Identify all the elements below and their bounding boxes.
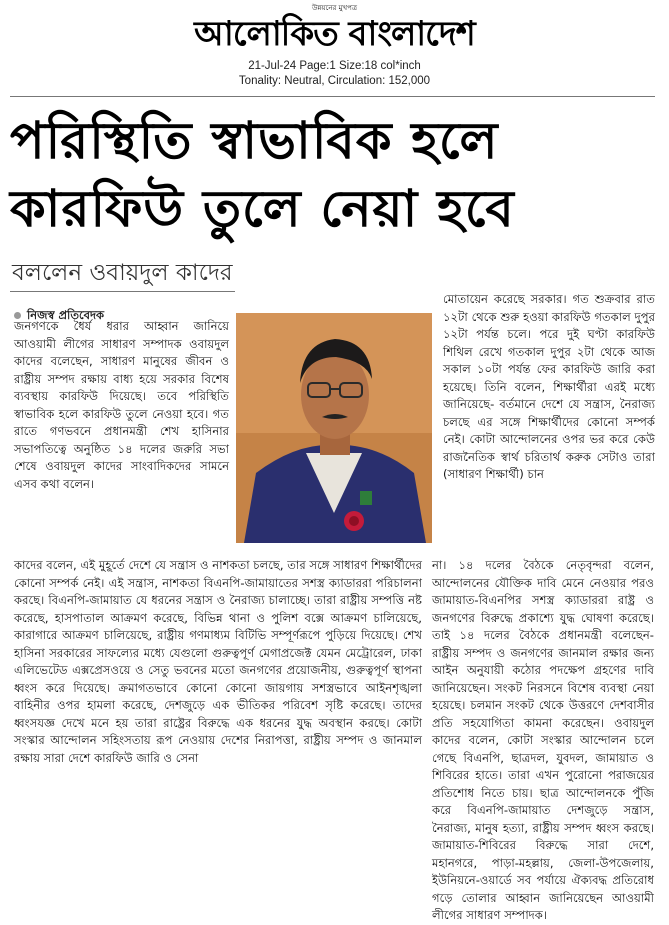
headline-line-1: পরিস্থিতি স্বাভাবিক হলে bbox=[10, 112, 499, 171]
byline-text: নিজস্ব প্রতিবেদক bbox=[27, 308, 105, 322]
byline-divider bbox=[10, 291, 235, 292]
newspaper-logo: আলোকিত বাংলাদেশ bbox=[194, 14, 475, 54]
clipping-meta-date-size: 21-Jul-24 Page:1 Size:18 col*inch bbox=[248, 60, 421, 72]
article-headline bbox=[10, 108, 630, 244]
article-paragraph-left: জনগণকে ধৈর্য ধরার আহ্বান জানিয়ে আওয়ামী লীগের সাধারণ সম্পাদক ওবায়দুল কাদের বলেছেন, সাধারণ মানুষের জীবন ও রাষ্ট্রীয় সম্পদ রক্ষায় বাধ্য হয়ে সরকার বিশেষ ব্যবস্থায় কারফিউ দিয়েছে। তবে পরিস্থিতি স্বাভাবিক হলে কারফিউ তুলে নেওয়া হবে। গত রাতে গণভবনে প্রধানমন্ত্রী শেখ হাসিনার সভাপতিত্বে অনুষ্ঠিত ১৪ দলের জরুরি সভা শেষে ওবায়দুল কাদের সাংবাদিকদের সামনে এসব কথা বলেন। bbox=[14, 319, 229, 491]
article-paragraph-right-top: মোতায়েন করেছে সরকার। গত শুক্রবার রাত ১২টা থেকে শুরু হওয়া কারফিউ গতকাল দুপুর ১২টা পর্যন্ত চলে। পরে দুই ঘণ্টা কারফিউ শিথিল রেখে গতকাল দুপুর ২টা থেকে আজ সকাল ১০টা পর্যন্ত ফের কারফিউ জারি করা হয়েছে। তিনি বলেন, শিক্ষার্থীরা এরই মধ্যে জানিয়েছে- বর্তমানে দেশে যে সন্ত্রাস, নৈরাজ্য চলছে এর সঙ্গে শিক্ষার্থীদের কোনো সম্পর্ক নেই। কোটা আন্দোলনের ওপর ভর করে কেউ রাজনৈতিক স্বার্থ চরিতার্থ করুক সেটাও তারা (সাধারণ শিক্ষার্থী) চান bbox=[443, 292, 655, 481]
article-paragraph-bottom-left: কাদের বলেন, এই মুহূর্তে দেশে যে সন্ত্রাস ও নাশকতা চলছে, তার সঙ্গে সাধারণ শিক্ষার্থীদের কোনো সম্পর্ক নেই। এই সন্ত্রাস, নাশকতা বিএনপি-জামায়াতের সশস্ত্র ক্যাডাররা পরিচালনা করছে। বিএনপি-জামায়াত যে ধরনের সন্ত্রাস ও নৈরাজ্য চালাচ্ছে। তারা রাষ্ট্রীয় সম্পত্তি নষ্ট করেছে, হাসপাতাল আক্রমণ করেছে, বিভিন্ন থানা ও পুলিশ বক্সে আক্রমণ চালিয়েছে, কারাগারে আক্রমণ চালিয়েছে, রাষ্ট্রীয় গণমাধ্যম বিটিভি সম্পূর্ণরূপে পুড়িয়ে দিয়েছে। শেখ হাসিনা সরকারের সাফল্যের মধ্যে যেগুলো গুরুত্বপূর্ণ মেগাপ্রজেক্ট যেমন মেট্রোরেল, ঢাকা এলিভেটেড এক্সপ্রেসওয়ে ও সেতু ভবনের মতো জনগণের প্রয়োজনীয়, গুরুত্বপূর্ণ স্থাপনা ধ্বংস করে দিয়েছে। ক্রমাগতভাবে কোনো কোনো জায়গায় সশস্ত্রভাবে আইনশৃঙ্খলা বাহিনীর ওপর হামলা করেছে, দেশজুড়ে এক ভীতিকর পরিবেশ সৃষ্টি করেছে। তাদের ধ্বংসযজ্ঞ দেখে মনে হয় তারা রাষ্ট্রের বিরুদ্ধে এক ধরনের যুদ্ধ অবস্থান করছে। কোটা সংস্কার আন্দোলন সহিংসতায় রূপ নেওয়ায় দেশের নিরাপত্তা, রাষ্ট্রীয় সম্পদ ও জানমাল রক্ষায় সারা দেশে কারফিউ জারি ও সেনা bbox=[14, 558, 422, 765]
masthead-divider bbox=[10, 96, 655, 97]
masthead bbox=[0, 0, 669, 100]
headline-line-2: কারফিউ তুলে নেয়া হবে bbox=[10, 180, 515, 239]
portrait-illustration bbox=[236, 313, 432, 543]
article-subhead: বললেন ওবায়দুল কাদের bbox=[12, 260, 233, 286]
clipping-meta-tonality: Tonality: Neutral, Circulation: 152,000 bbox=[238, 75, 431, 87]
article-paragraph-bottom-right: না। ১৪ দলের বৈঠকে নেতৃবৃন্দরা বলেন, আন্দোলনের যৌক্তিক দাবি মেনে নেওয়ার পরও জামায়াত-বিএনপির সশস্ত্র ক্যাডাররা রাষ্ট্র ও জনগণের বিরুদ্ধে প্রকাশ্যে যুদ্ধ ঘোষণা করেছে। তাই ১৪ দলের বৈঠকে প্রধানমন্ত্রী বলেছেন- রাষ্ট্রীয় সম্পদ ও জনগণের জানমাল রক্ষার জন্য আইন অনুযায়ী কঠোর পদক্ষেপ গ্রহণের দাবি জানিয়েছেন। সংকট নিরসনে বিশেষ ব্যবস্থা নেয়া হয়েছে। চলমান সংকট থেকে উত্তরণে দেশবাসীর প্রতি সহযোগিতা কামনা করেছেন। ওবায়দুল কাদের বলেন, কোটা সংস্কার আন্দোলন চলে গেছে বিএনপি, ছাত্রদল, যুবদল, জামায়াত ও শিবিরের হাতে। তারা এখন পুরোনো পরাজয়ের প্রতিশোধ নিতে চায়। ছাত্র আন্দোলনকে পুঁজি করে বিএনপি-জামায়াত দেশজুড়ে সন্ত্রাস, নৈরাজ্য, মানুষ হত্যা, রাষ্ট্রীয় সম্পদ ধ্বংস করছে। জামায়াত-শিবিরের বিরুদ্ধে সারা দেশে, মহানগরে, পাড়া-মহল্লায়, জেলা-উপজেলায়, ইউনিয়নে-ওয়ার্ডে সব পর্যায়ে ঐক্যবদ্ধ প্রতিরোধ গড়ে তোলার আহ্বান জানিয়েছেন আওয়ামী লীগের সাধারণ সম্পাদক। bbox=[432, 558, 654, 922]
portrait-photo bbox=[236, 313, 432, 543]
masthead-tagline: উন্নয়নের মুখপত্র bbox=[311, 4, 358, 12]
